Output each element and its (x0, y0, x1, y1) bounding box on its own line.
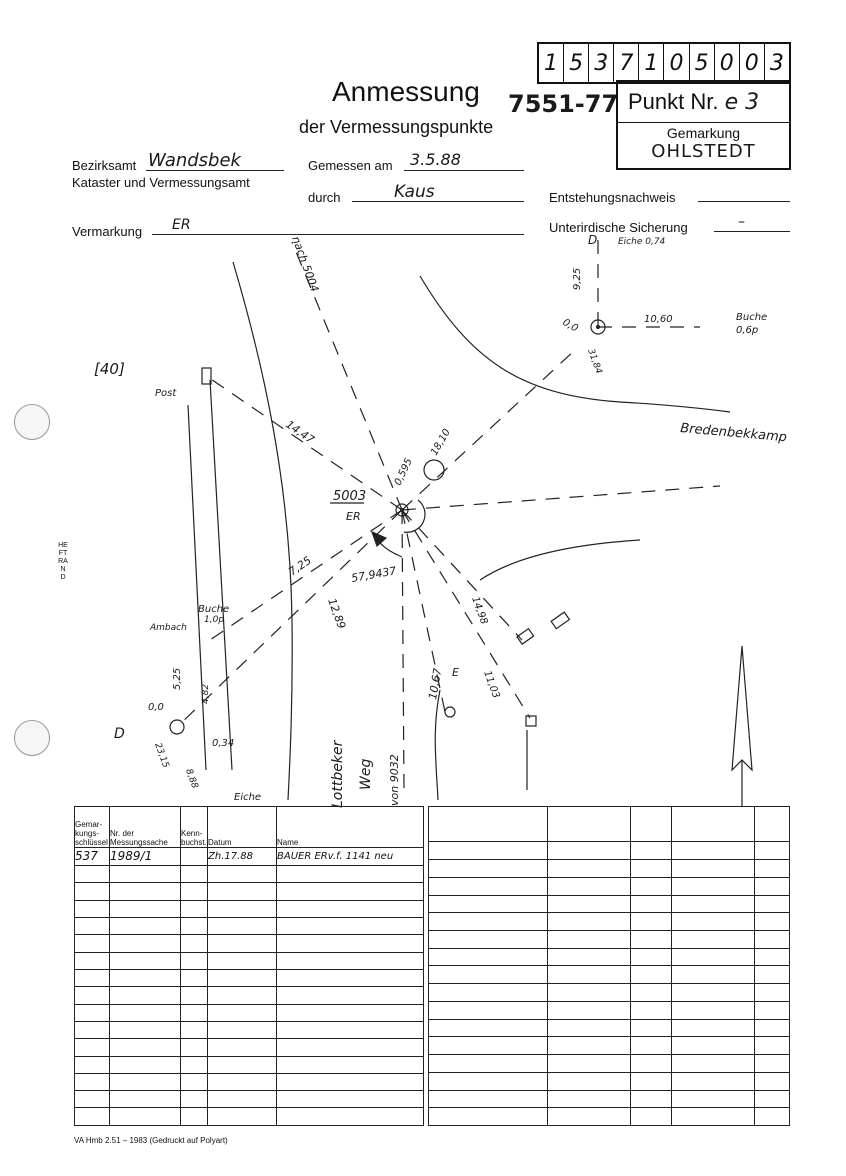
cell (181, 847, 208, 865)
header-nr: Nr. der Messungssache (110, 807, 181, 848)
point-label: 5003 (333, 489, 367, 504)
road-edge (233, 262, 292, 800)
letter-d-top: D (588, 233, 598, 247)
meas: 23,15 (152, 741, 171, 770)
cell: 537 (75, 847, 110, 865)
meas: 8,88 (183, 767, 200, 790)
page-subtitle: der Vermessungspunkte (299, 117, 494, 137)
cell: Zh.17.88 (208, 847, 277, 865)
eiche-top: Eiche 0,74 (618, 237, 666, 247)
bezirksamt-label: Bezirksamt (72, 158, 137, 173)
meas: 0,0 (560, 317, 580, 335)
entstehung-label: Entstehungsnachweis (549, 190, 676, 205)
header-kennbuchst: Kenn-buchst. (181, 807, 208, 848)
header-name: Name (277, 807, 424, 848)
mark-e: E (452, 666, 459, 679)
road-edge (480, 540, 640, 580)
meas: 18,10 (429, 427, 453, 458)
header-datum: Datum (208, 807, 277, 848)
bezirksamt-value: Wandsbek (148, 150, 241, 171)
ref-number: 7551-77 (508, 90, 619, 118)
digit: 5 (564, 44, 589, 82)
kataster-label: Kataster und Vermessungsamt (72, 175, 250, 190)
measurement-table-right (428, 806, 790, 1126)
vermarkung-label: Vermarkung (72, 224, 143, 239)
measurement-table-left (74, 806, 424, 1126)
meas: 14,98 (469, 595, 490, 626)
point-mark: ER (346, 510, 361, 523)
meas: 4,82 (201, 683, 211, 704)
street-bottom-1: Lottbeker (330, 740, 346, 808)
nach-label: nach 5004 (289, 234, 322, 294)
page-title: Anmessung (332, 76, 480, 107)
durch-value: Kaus (394, 182, 435, 202)
bracket-label: [40] (94, 360, 125, 378)
road-edge (435, 690, 440, 800)
heftrand-label: HEFTRAND (58, 542, 68, 581)
buche-left-size: 1,0p (204, 615, 225, 625)
digit: 1 (539, 44, 564, 82)
buche-right-size: 0,6p (736, 325, 759, 336)
meas: 10,60 (644, 314, 673, 325)
buche-right: Buche (736, 312, 768, 323)
header-schluessel: Gemar-kungs-schlüssel (75, 807, 110, 848)
meas: 5,25 (172, 667, 183, 690)
post-label: Post (155, 388, 177, 399)
digit: 0 (715, 44, 740, 82)
punkt-value: e 3 (724, 89, 760, 115)
meas: 14,47 (283, 417, 317, 447)
gemessen-value: 3.5.88 (410, 150, 461, 169)
meas: 0,595 (392, 456, 415, 488)
durch-label: durch (308, 190, 341, 205)
meas: 7,25 (286, 553, 314, 579)
ambach-label: Ambach (150, 623, 187, 633)
table-row (75, 847, 424, 865)
meas: 12,89 (325, 596, 349, 631)
cell: BAUER ERv.f. 1141 neu (277, 847, 424, 865)
street-bottom-3: von 9032 (388, 754, 401, 806)
gemarkung-value: OHLSTEDT (651, 141, 756, 162)
digit: 0 (740, 44, 765, 82)
north-arrow-icon (732, 646, 752, 806)
digit: 3 (589, 44, 614, 82)
meas: 11,03 (481, 669, 502, 700)
punkt-label: Punkt Nr. (628, 89, 719, 114)
digit: 1 (639, 44, 664, 82)
meas: 0,34 (212, 738, 235, 749)
vermarkung-value: ER (172, 217, 191, 233)
buche-left: Buche (198, 604, 230, 615)
meas: 10,67 (426, 667, 445, 701)
digit: 7 (614, 44, 639, 82)
street-bottom-2: Weg (358, 758, 374, 790)
parcel-line (188, 405, 206, 770)
meas: 31,84 (585, 347, 604, 376)
digit: 3 (769, 50, 784, 76)
footer-note: VA Hmb 2.51 – 1983 (Gedruckt auf Polyart) (74, 1136, 228, 1145)
letter-d-left: D (114, 726, 125, 742)
unterirdisch-label: Unterirdische Sicherung (549, 220, 688, 235)
gemarkung-label: Gemarkung (666, 125, 741, 141)
cell: 1989/1 (110, 847, 181, 865)
meas: 9,25 (572, 267, 583, 290)
eiche-bottom: Eiche (234, 792, 262, 803)
digit: 5 (690, 44, 715, 82)
unterirdisch-value: – (738, 214, 745, 230)
parcel-line (210, 380, 235, 770)
digit: 0 (664, 44, 689, 82)
angle-value: 57,9437 (350, 564, 398, 585)
street-right: Bredenbekkamp (679, 421, 788, 446)
road-edge (420, 276, 730, 412)
gemessen-label: Gemessen am (308, 158, 393, 173)
meas: 0,0 (148, 702, 164, 713)
